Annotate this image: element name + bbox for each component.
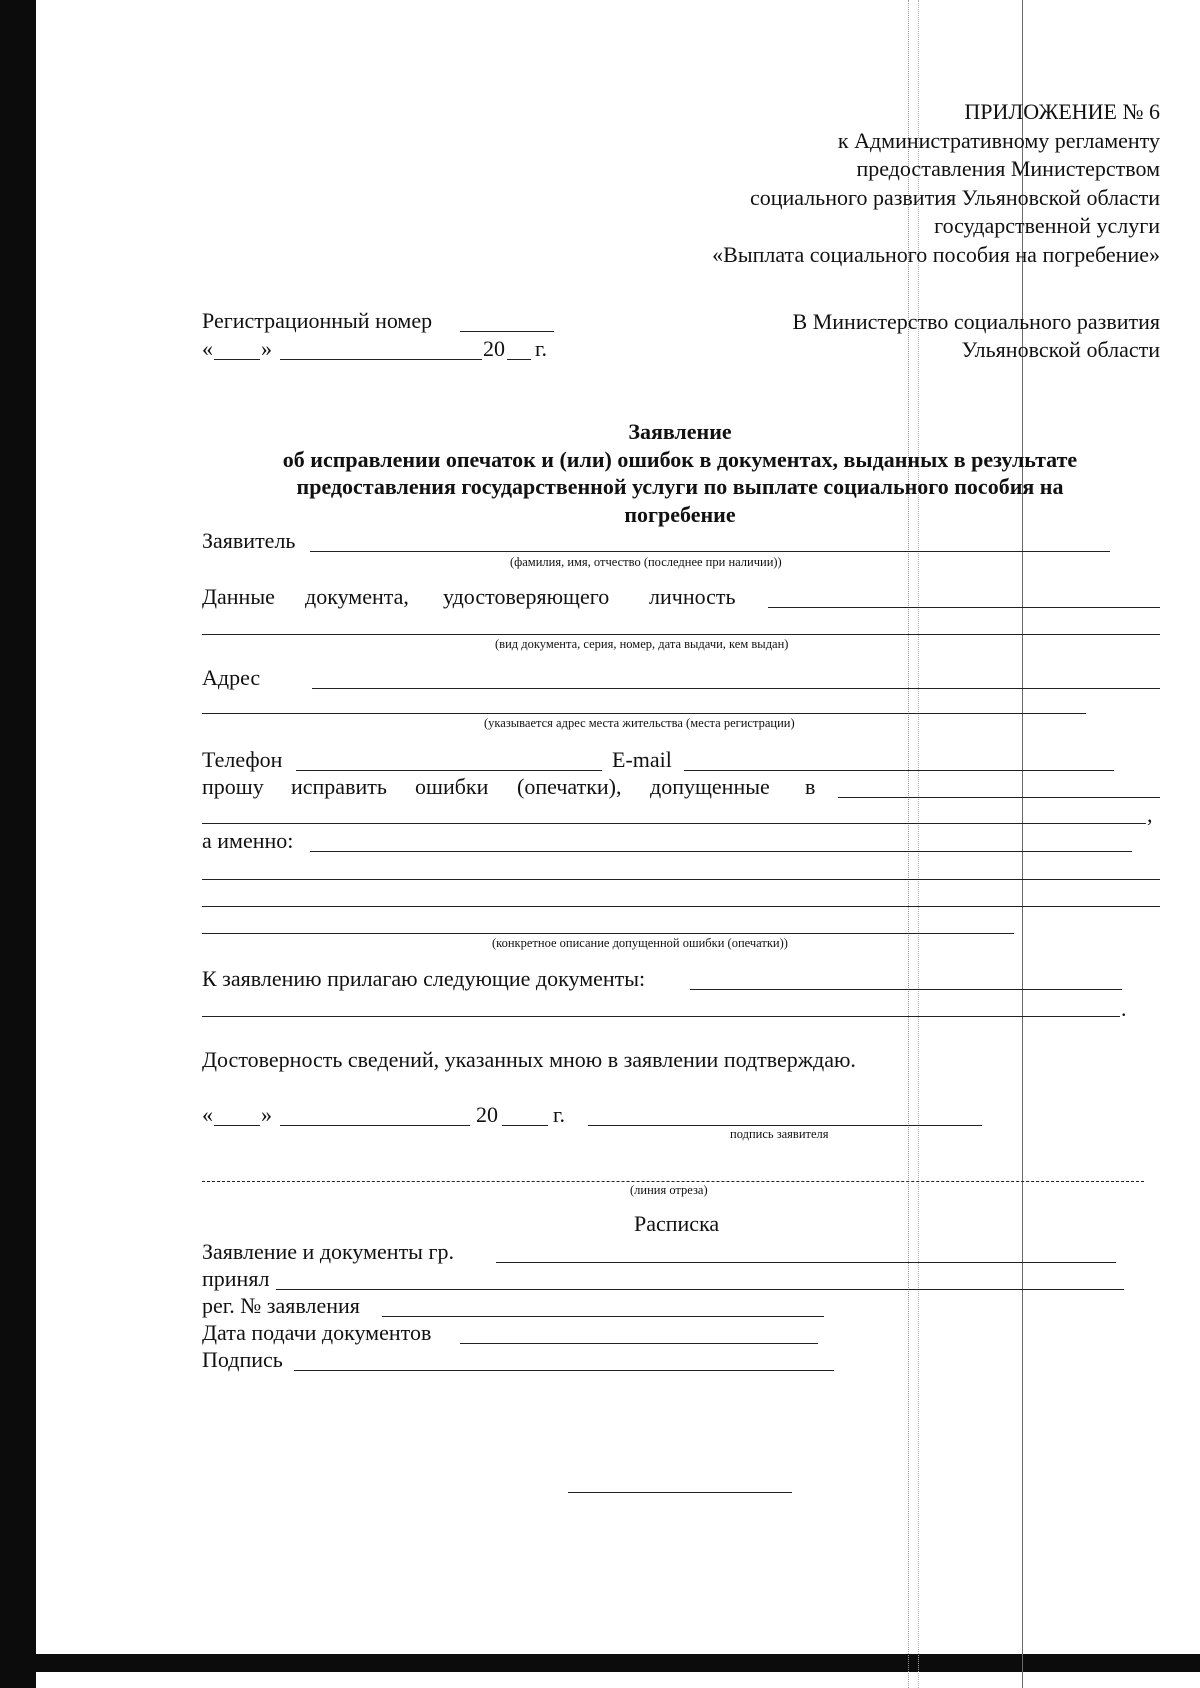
receipt-accepted-field[interactable]: [276, 1289, 1124, 1290]
document-title: [200, 418, 1160, 528]
title-line: предоставления государственной услуги по выплате социального пособия на: [296, 474, 1064, 499]
signature-caption: подпись заявителя: [730, 1127, 829, 1141]
phone-label: Телефон: [202, 747, 283, 772]
id-doc-word: Данные: [202, 584, 275, 609]
id-doc-word: документа,: [305, 584, 409, 609]
attachments-field[interactable]: [690, 989, 1122, 990]
address-label: Адрес: [202, 665, 261, 690]
id-doc-caption: (вид документа, серия, номер, дата выдачи, кем выдан): [495, 637, 789, 651]
signature-day-field[interactable]: [214, 1125, 260, 1126]
request-word: прошу: [202, 774, 264, 799]
address-field-line2[interactable]: [202, 713, 1086, 714]
scan-border-left: [0, 0, 36, 1688]
registration-year-prefix: 20: [483, 336, 505, 361]
signature-year-field[interactable]: [502, 1125, 548, 1126]
title-line: Заявление: [628, 419, 732, 444]
annex-block: [712, 98, 1160, 269]
annex-line: «Выплата социального пособия на погребение»: [712, 241, 1160, 267]
annex-line: государственной услуги: [934, 213, 1160, 238]
receipt-accepted-label: принял: [202, 1266, 270, 1291]
registration-date-close-quote: »: [261, 336, 272, 361]
registration-month-field[interactable]: [280, 359, 482, 360]
request-word: (опечатки),: [517, 774, 622, 799]
address-field[interactable]: [312, 688, 1160, 689]
receipt-date-label: Дата подачи документов: [202, 1320, 432, 1345]
cut-line: [202, 1181, 1144, 1182]
receipt-reg-no-label: рег. № заявления: [202, 1293, 360, 1318]
signature-year-suffix: г.: [553, 1102, 566, 1127]
request-document-field-line2[interactable]: [202, 823, 1146, 824]
annex-number: ПРИЛОЖЕНИЕ № 6: [964, 99, 1160, 124]
recipient-line: В Министерство социального развития: [792, 309, 1160, 334]
id-doc-word: личность: [649, 584, 736, 609]
email-field[interactable]: [684, 770, 1114, 771]
request-word: в: [805, 774, 816, 799]
request-word: исправить: [291, 774, 387, 799]
annex-line: предоставления Министерством: [856, 156, 1160, 181]
request-comma: ,: [1147, 802, 1153, 827]
annex-line: к Административному регламенту: [837, 127, 1160, 153]
receipt-title: Расписка: [634, 1211, 720, 1236]
signature-year-prefix: 20: [476, 1102, 498, 1127]
registration-date-open-quote: «: [202, 336, 213, 361]
registration-year-suffix: г.: [535, 336, 548, 361]
attachments-field-line2[interactable]: [202, 1016, 1120, 1017]
footer-separator: [568, 1492, 792, 1493]
signature-month-field[interactable]: [280, 1125, 470, 1126]
registration-number-field[interactable]: [460, 331, 554, 332]
registration-number-label: Регистрационный номер: [202, 308, 433, 333]
confirmation-text: Достоверность сведений, указанных мною в заявлении подтверждаю.: [202, 1047, 856, 1072]
cut-line-caption: (линия отреза): [630, 1183, 708, 1197]
recipient-block: [793, 308, 1160, 364]
registration-day-field[interactable]: [214, 359, 260, 360]
scan-border-bottom: [26, 1654, 1200, 1672]
error-description-field[interactable]: [310, 851, 1132, 852]
request-word: ошибки: [415, 774, 489, 799]
receipt-signature-field[interactable]: [294, 1370, 834, 1371]
request-word: допущенные: [650, 774, 770, 799]
id-doc-field-line2[interactable]: [202, 634, 1160, 635]
request-document-field[interactable]: [838, 797, 1160, 798]
applicant-field[interactable]: [310, 551, 1110, 552]
error-description-line[interactable]: [202, 933, 1014, 934]
phone-field[interactable]: [296, 770, 602, 771]
attachments-period: .: [1121, 996, 1127, 1021]
signature-date-close-quote: »: [261, 1102, 272, 1127]
receipt-reg-no-field[interactable]: [382, 1316, 824, 1317]
error-description-caption: (конкретное описание допущенной ошибки (опечатки)): [492, 936, 788, 950]
annex-line: социального развития Ульяновской области: [749, 184, 1160, 210]
title-line: об исправлении опечаток и (или) ошибок в документах, выданных в результате: [282, 446, 1078, 472]
attachments-label: К заявлению прилагаю следующие документы:: [202, 966, 646, 991]
receipt-docs-label: Заявление и документы гр.: [202, 1239, 454, 1264]
email-label: E-mail: [612, 747, 672, 772]
applicant-label: Заявитель: [202, 528, 296, 553]
address-caption: (указывается адрес места жительства (места регистрации): [484, 716, 795, 730]
signature-date-open-quote: «: [202, 1102, 213, 1127]
namely-label: а именно:: [202, 828, 294, 853]
error-description-line[interactable]: [202, 906, 1160, 907]
receipt-docs-field[interactable]: [496, 1262, 1116, 1263]
receipt-date-field[interactable]: [460, 1343, 818, 1344]
title-line: погребение: [624, 501, 736, 527]
id-doc-word: удостоверяющего: [443, 584, 610, 609]
signature-field[interactable]: [588, 1125, 982, 1126]
error-description-line[interactable]: [202, 879, 1160, 880]
receipt-signature-label: Подпись: [202, 1347, 283, 1372]
registration-year-field[interactable]: [507, 359, 531, 360]
applicant-caption: (фамилия, имя, отчество (последнее при наличии)): [510, 555, 782, 569]
recipient-line: Ульяновской области: [961, 337, 1160, 362]
id-doc-field[interactable]: [768, 607, 1160, 608]
